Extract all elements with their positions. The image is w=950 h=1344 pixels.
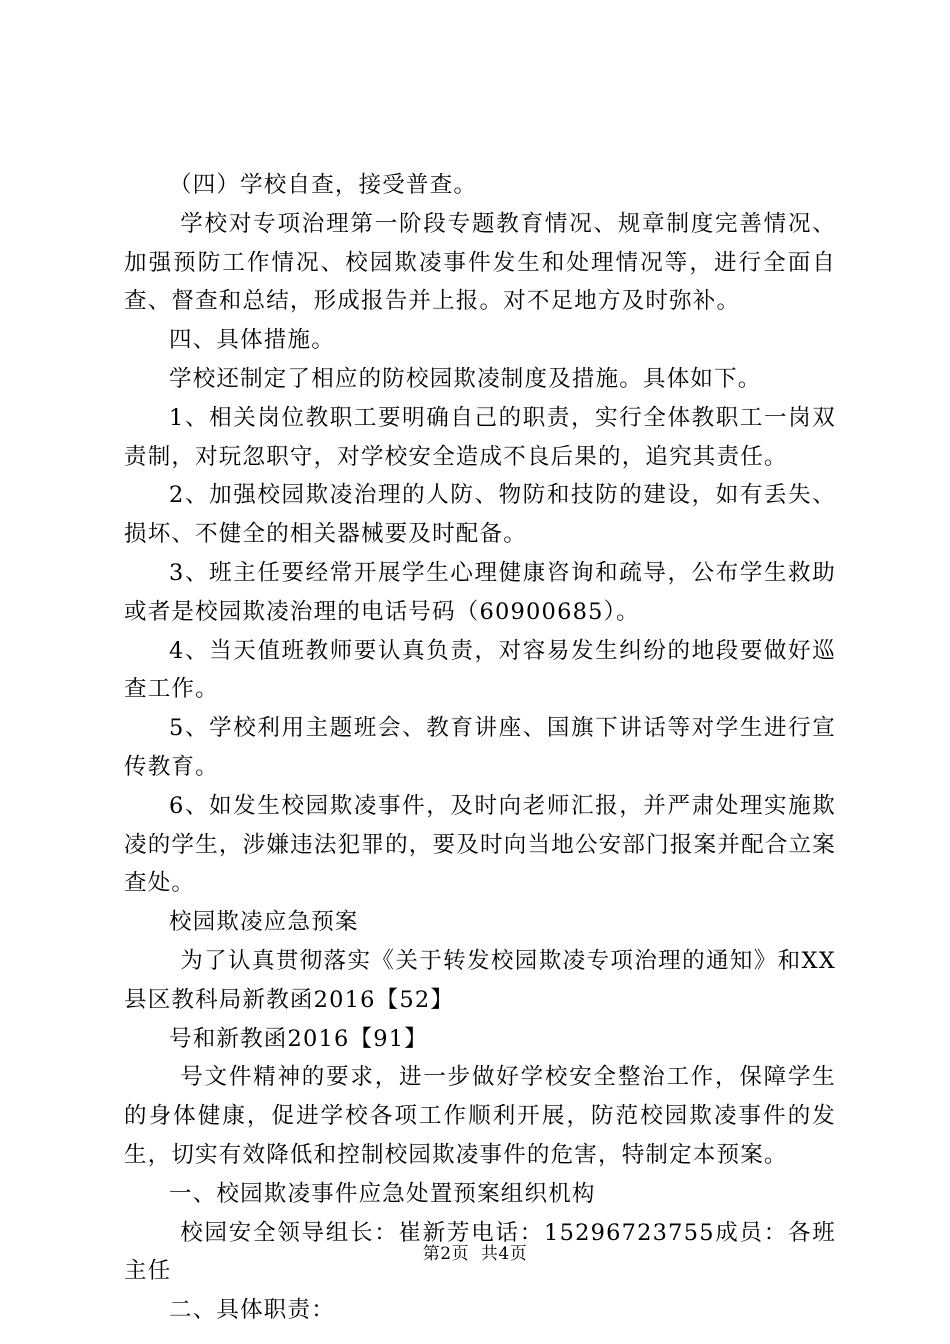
section-heading-measures: 四、具体措施。	[169, 327, 335, 354]
paragraph-plan-purpose: 号文件精神的要求，进一步做好学校安全整治工作，保障学生的身体健康，促进学校各项工作顺利开展，防范校园欺凌事件的发生，切实有效降低和控制校园欺凌事件的危害，特制定本预案。	[124, 1064, 836, 1168]
list-item-measure-6: 6、如发生校园欺凌事件，及时向老师汇报，并严肃处理实施欺凌的学生，涉嫌违法犯罪的，要及时向当地公安部门报案并配合立案查处。	[124, 792, 836, 897]
section-title-emergency-plan: 校园欺凌应急预案	[169, 909, 359, 936]
paragraph-plan-basis: 为了认真贯彻落实《关于转发校园欺凌专项治理的通知》和XX县区教科局新教函2016【52】	[124, 947, 836, 1013]
paragraph-plan-basis-continued: 号和新教函2016【91】	[169, 1025, 428, 1052]
paragraph-measures-intro: 学校还制定了相应的防校园欺凌制度及措施。具体如下。	[169, 365, 762, 392]
list-item-measure-3: 3、班主任要经常开展学生心理健康咨询和疏导，公布学生救助或者是校园欺凌治理的电话号码（60900685）。	[124, 559, 836, 625]
document-body	[124, 166, 836, 1330]
list-item-measure-2: 2、加强校园欺凌治理的人防、物防和技防的建设，如有丢失、损坏、不健全的相关器械要及时配备。	[124, 482, 836, 548]
list-item-measure-1: 1、相关岗位教职工要明确自己的职责，实行全体教职工一岗双责制，对玩忽职守，对学校安全造成不良后果的，追究其责任。	[124, 404, 836, 470]
list-item-measure-5: 5、学校利用主题班会、教育讲座、国旗下讲话等对学生进行宣传教育。	[124, 715, 836, 780]
page-number-label: 第2页 共4页	[422, 1244, 528, 1264]
paragraph-self-check-content: 学校对专项治理第一阶段专题教育情况、规章制度完善情况、加强预防工作情况、校园欺凌事件发生和处理情况等，进行全面自查、督查和总结，形成报告并上报。对不足地方及时弥补。	[124, 210, 836, 315]
section-heading-duties: 二、具体职责：	[169, 1297, 335, 1324]
section-heading-self-check: （四）学校自查，接受普查。	[169, 172, 478, 198]
section-heading-organization: 一、校园欺凌事件应急处置预案组织机构	[169, 1180, 596, 1207]
page-footer	[0, 1243, 950, 1265]
paragraph-leadership-contact: 校园安全领导组长：崔新芳电话：15296723755成员：各班主任	[124, 1219, 836, 1285]
list-item-measure-4: 4、当天值班教师要认真负责，对容易发生纠纷的地段要做好巡查工作。	[124, 637, 836, 703]
